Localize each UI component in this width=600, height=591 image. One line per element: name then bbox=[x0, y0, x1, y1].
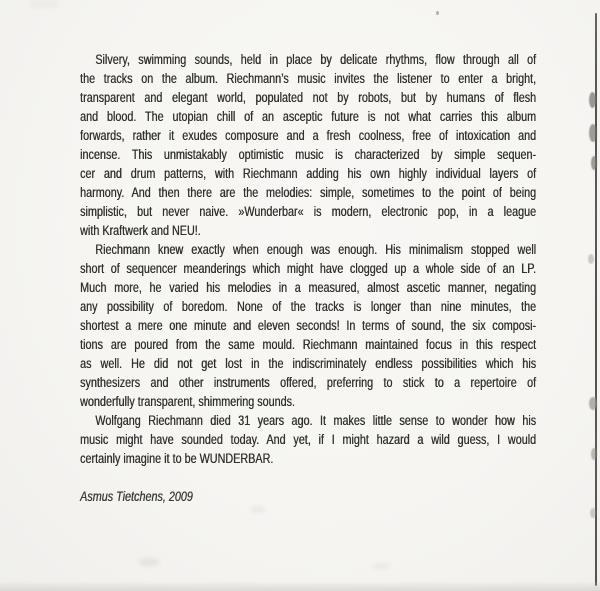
text-line: tions are poured from the same mould. Riechmann maintained focus in this respect bbox=[80, 337, 536, 352]
text-line: and blood. The utopian chill of an asceptic future is not what carries this album bbox=[80, 109, 536, 124]
text-line: Much more, he varied his melodies in a measured, almost ascetic manner, negating bbox=[80, 280, 536, 295]
text-line: short of sequencer meanderings which might have clogged up a whole side of an LP. bbox=[80, 261, 536, 276]
edge-smudge bbox=[590, 508, 596, 518]
text-line: music might have sounded today. And yet, if I might hazard a wild guess, I would bbox=[80, 432, 536, 447]
signature-line: Asmus Tietchens, 2009 bbox=[80, 489, 193, 504]
text-line: as well. He did not get lost in the indiscriminately endless possibilities which his bbox=[80, 356, 536, 371]
scan-smudge bbox=[250, 506, 266, 513]
text-line: Silvery, swimming sounds, held in place by delicate rhythms, flow through all of bbox=[95, 52, 536, 67]
text-line: certainly imagine it to be WUNDERBAR. bbox=[80, 451, 274, 466]
text-line: cer and drum patterns, with Riechmann adding his own highly individual layers of bbox=[80, 166, 536, 181]
text-line: simplistic, but never naive. »Wunderbar« is modern, electronic pop, in a league bbox=[80, 204, 536, 219]
text-line: forwards, rather it exudes composure and a fresh coolness, free of intoxication and bbox=[80, 128, 536, 143]
edge-smudge bbox=[591, 448, 597, 460]
edge-smudge bbox=[589, 92, 596, 108]
edge-smudge bbox=[589, 124, 597, 142]
text-line: shortest a mere one minute and eleven seconds! In terms of sound, the six composi- bbox=[80, 318, 536, 333]
text-line: wonderfully transparent, shimmering sounds. bbox=[80, 394, 295, 409]
text-line: with Kraftwerk and NEU!. bbox=[80, 223, 201, 238]
text-line: transparent and elegant world, populated not by robots, but by humans of flesh bbox=[80, 90, 536, 105]
text-line: incense. This unmistakably optimistic music is characterized by simple sequen- bbox=[80, 147, 536, 162]
text-line: harmony. And then there are the melodies: simple, sometimes to the point of being bbox=[80, 185, 536, 200]
edge-smudge bbox=[589, 397, 597, 410]
scan-corner-patch bbox=[30, 0, 58, 8]
text-line: synthesizers and other instruments offered, preferring to stick to a repertoire of bbox=[80, 375, 536, 390]
edge-smudge bbox=[591, 156, 597, 170]
text-line: the tracks on the album. Riechmann’s music invites the listener to enter a bright, bbox=[80, 71, 536, 86]
text-line: Wolfgang Riechmann died 31 years ago. It makes little sense to wonder how his bbox=[95, 413, 536, 428]
text-block bbox=[80, 50, 536, 506]
edge-smudge bbox=[588, 254, 594, 264]
scan-speck bbox=[436, 11, 439, 15]
text-line: Riechmann knew exactly when enough was enough. His minimalism stopped well bbox=[95, 242, 536, 257]
paragraphs-container bbox=[80, 50, 536, 468]
scan-smudge bbox=[372, 563, 390, 569]
text-line: any possibility of boredom. None of the tracks is longer than nine minutes, the bbox=[80, 299, 536, 314]
scan-smudge bbox=[138, 558, 160, 566]
bottom-shadow-band bbox=[0, 581, 600, 591]
